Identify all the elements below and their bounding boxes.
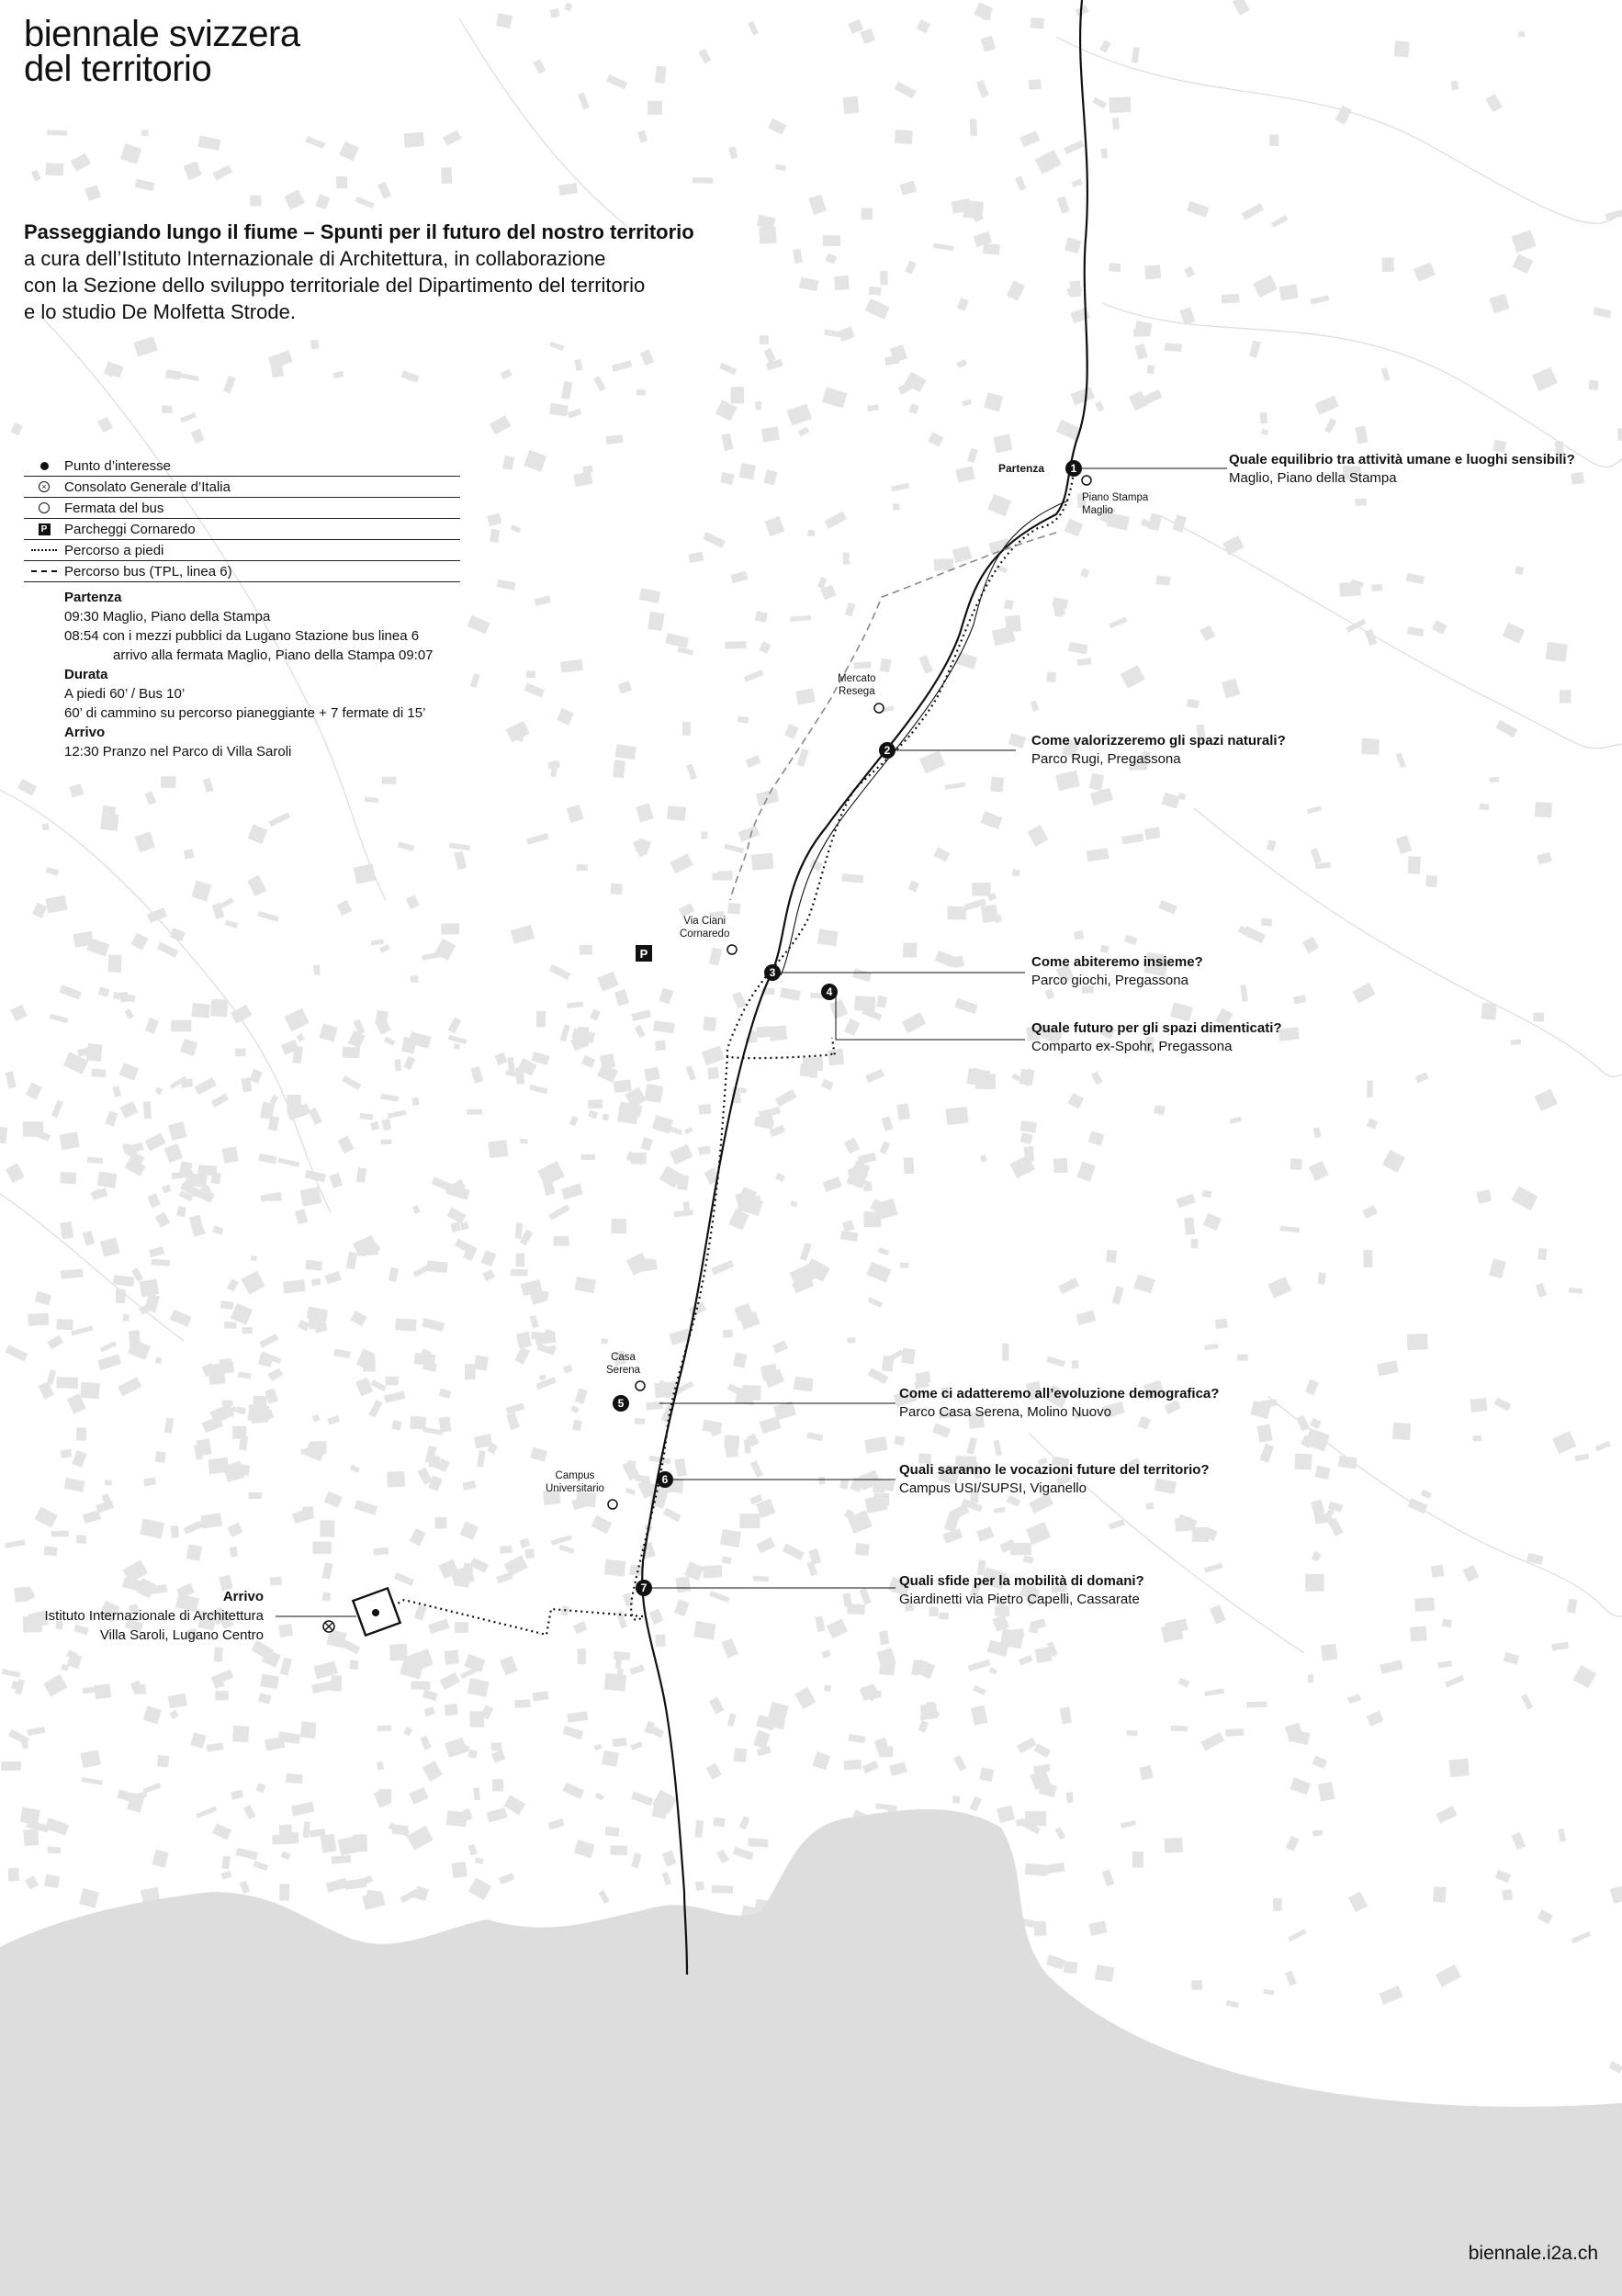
title-line-2: del territorio bbox=[24, 49, 212, 89]
annotation-stop-2 bbox=[1031, 732, 1286, 769]
stop-7-place: Giardinetti via Pietro Capelli, Cassarate bbox=[899, 1592, 1140, 1607]
stop-3-place: Parco giochi, Pregassona bbox=[1031, 973, 1188, 988]
bus-stop-mercato bbox=[874, 703, 884, 713]
villa-saroli-dot bbox=[372, 1609, 379, 1616]
label-via-ciani: Via Ciani Cornaredo bbox=[680, 916, 730, 940]
annotation-stop-3 bbox=[1031, 953, 1203, 990]
legend-walk: Percorso a piedi bbox=[24, 540, 460, 561]
bus-stop-campus bbox=[608, 1500, 617, 1509]
arrivo-label-line-2: Villa Saroli, Lugano Centro bbox=[99, 1627, 264, 1643]
schedule-info bbox=[64, 588, 487, 761]
stop-1-question: Quale equilibrio tra attività umane e luoghi sensibili? bbox=[1229, 452, 1575, 467]
arrivo-label bbox=[45, 1587, 264, 1645]
stop-marker-1[interactable]: 1 bbox=[1065, 460, 1082, 477]
intro-line-4: e lo studio De Molfetta Strode. bbox=[24, 300, 296, 323]
partenza-line-1: 09:30 Maglio, Piano della Stampa bbox=[64, 609, 271, 625]
stop-marker-2[interactable]: 2 bbox=[879, 742, 895, 759]
bus-stop-piano-stampa bbox=[1082, 476, 1091, 485]
stop-6-question: Quali saranno le vocazioni future del territorio? bbox=[899, 1462, 1210, 1478]
arrivo-heading: Arrivo bbox=[64, 725, 106, 740]
poster-title bbox=[24, 14, 300, 89]
stop-marker-4[interactable]: 4 bbox=[821, 984, 838, 1000]
title-line-1: biennale svizzera bbox=[24, 14, 300, 54]
arrivo-label-heading: Arrivo bbox=[222, 1589, 264, 1604]
partenza-line-3: arrivo alla fermata Maglio, Piano della Stampa 09:07 bbox=[113, 647, 434, 663]
stop-5-question: Come ci adatteremo all’evoluzione demografica? bbox=[899, 1386, 1220, 1401]
bus-stop-ciani bbox=[727, 945, 737, 954]
stop-marker-7[interactable]: 7 bbox=[636, 1580, 652, 1596]
legend-point: Punto d’interesse bbox=[24, 456, 460, 477]
walking-route-icon bbox=[31, 549, 57, 551]
label-campus-universitario: Campus Universitario bbox=[546, 1470, 604, 1494]
stop-marker-3[interactable]: 3 bbox=[764, 964, 781, 981]
annotation-stop-1 bbox=[1229, 451, 1575, 488]
legend bbox=[24, 456, 460, 582]
stop-2-question: Come valorizzeremo gli spazi naturali? bbox=[1031, 733, 1286, 748]
intro-text bbox=[24, 219, 740, 325]
bus-stop-casa-serena bbox=[636, 1381, 645, 1390]
website-link[interactable]: biennale.i2a.ch bbox=[1468, 2243, 1598, 2264]
stop-4-place: Comparto ex-Spohr, Pregassona bbox=[1031, 1039, 1233, 1054]
bus-route-icon bbox=[31, 570, 57, 572]
bus-stop-icon bbox=[39, 502, 50, 513]
stop-marker-6[interactable]: 6 bbox=[657, 1471, 673, 1488]
stop-4-question: Quale futuro per gli spazi dimenticati? bbox=[1031, 1020, 1282, 1036]
stop-6-place: Campus USI/SUPSI, Viganello bbox=[899, 1480, 1087, 1496]
durata-line-1: A piedi 60’ / Bus 10’ bbox=[64, 686, 186, 702]
legend-parking: P Parcheggi Cornaredo bbox=[24, 519, 460, 540]
durata-line-2: 60’ di cammino su percorso pianeggiante + 7 fermate di 15’ bbox=[64, 705, 426, 721]
durata-heading: Durata bbox=[64, 667, 108, 682]
parking-icon: P bbox=[39, 523, 51, 535]
legend-consulate: × Consolato Generale d’Italia bbox=[24, 477, 460, 498]
legend-bus-route: Percorso bus (TPL, linea 6) bbox=[24, 561, 460, 582]
legend-bus-stop: Fermata del bus bbox=[24, 498, 460, 519]
intro-line-2: a cura dell’Istituto Internazionale di Architettura, in collaborazione bbox=[24, 247, 606, 270]
partenza-heading: Partenza bbox=[64, 590, 122, 605]
annotation-stop-7 bbox=[899, 1572, 1144, 1609]
stop-marker-5[interactable]: 5 bbox=[613, 1395, 629, 1412]
arrivo-label-line-1: Istituto Internazionale di Architettura bbox=[44, 1608, 264, 1624]
partenza-line-2: 08:54 con i mezzi pubblici da Lugano Stazione bus linea 6 bbox=[64, 628, 420, 644]
label-piano-stampa: Piano Stampa Maglio bbox=[1082, 492, 1149, 516]
bus-route bbox=[730, 533, 1056, 900]
stop-1-place: Maglio, Piano della Stampa bbox=[1229, 470, 1397, 486]
stop-3-question: Come abiteremo insieme? bbox=[1031, 954, 1203, 970]
label-mercato-resega: Mercato Resega bbox=[838, 673, 876, 697]
annotation-stop-5 bbox=[899, 1385, 1219, 1422]
annotation-stop-6 bbox=[899, 1461, 1210, 1498]
intro-line-3: con la Sezione dello sviluppo territoriale del Dipartimento del territorio bbox=[24, 274, 646, 297]
parking-cornaredo-marker[interactable]: P bbox=[636, 945, 652, 962]
consulate-icon: × bbox=[39, 481, 50, 492]
label-casa-serena: Casa Serena bbox=[606, 1352, 641, 1376]
stop-7-question: Quali sfide per la mobilità di domani? bbox=[899, 1573, 1144, 1589]
intro-lead: Passeggiando lungo il fiume – Spunti per il futuro del nostro territorio bbox=[24, 220, 694, 243]
arrivo-line-1: 12:30 Pranzo nel Parco di Villa Saroli bbox=[64, 744, 292, 760]
annotation-stop-4 bbox=[1031, 1019, 1282, 1056]
label-partenza: Partenza bbox=[998, 462, 1045, 475]
stop-2-place: Parco Rugi, Pregassona bbox=[1031, 751, 1181, 767]
point-of-interest-icon bbox=[40, 462, 49, 470]
stop-5-place: Parco Casa Serena, Molino Nuovo bbox=[899, 1404, 1111, 1420]
